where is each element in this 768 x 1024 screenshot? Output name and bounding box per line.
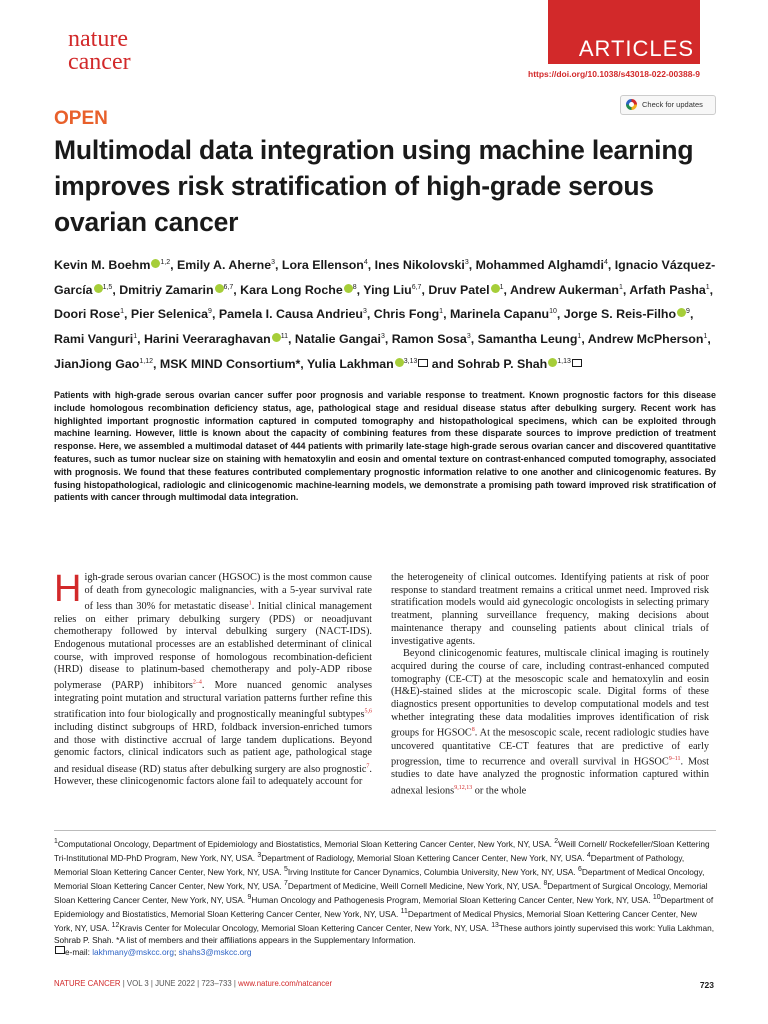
page-number: 723: [699, 980, 714, 990]
footer-url[interactable]: www.nature.com/natcancer: [238, 979, 333, 988]
divider: [54, 830, 716, 831]
logo-line-2: cancer: [68, 49, 131, 75]
orcid-icon[interactable]: [491, 284, 500, 293]
open-access-label: OPEN: [54, 108, 108, 129]
body-column-left: [54, 568, 372, 789]
drop-cap: H: [54, 568, 82, 610]
logo-line-1: nature: [68, 26, 128, 52]
orcid-icon[interactable]: [94, 284, 103, 293]
envelope-icon[interactable]: [572, 359, 582, 367]
envelope-icon: [55, 946, 65, 954]
footer-journal: NATURE CANCER: [54, 979, 121, 988]
body-column-right: [391, 572, 709, 798]
orcid-icon[interactable]: [395, 358, 404, 367]
body-paragraph: the heterogeneity of clinical outcomes. Identifying patients at risk of poor response to standard treatment remains a critical unmet need. Improved risk stratification models would aid gynecologic oncologists in selecting primary treatment, planning surveillance frequency, making decisions about maintenance therapy and counseling patients about clinical trials of investigative agents.: [391, 572, 709, 647]
section-tab: [548, 0, 700, 64]
abstract: Patients with high-grade serous ovarian cancer suffer poor prognosis and variable response to treatment. Known prognostic factors for this disease include homologous recombination deficiency status, age, pathological stage and residual disease status after debulking surgery. Recent work has highlighted important prognostic information captured in computed tomography and histopathological specimens, which can be exploited through machine learning. However, little is known about the capacity of combining features from these disparate sources to improve prediction of treatment response. Here, we assembled a multimodal dataset of 444 patients with primarily late-stage high-grade serous ovarian cancer and discovered quantitative features, such as tumor nuclear size on staining with hematoxylin and eosin and omental texture on contrast-enhanced computed tomography, associated with prognosis. We found that these features contributed complementary prognostic information relative to one another and clinicogenomic features. By fusing histopathological, radiologic and clinicogenomic machine-learning models, we demonstrate a promising path toward improved risk stratification of patients with cancer through multimodal data integration.: [54, 390, 716, 503]
orcid-icon[interactable]: [344, 284, 353, 293]
crossmark-icon: [626, 99, 637, 110]
check-updates-button[interactable]: [620, 95, 716, 115]
orcid-icon[interactable]: [272, 333, 281, 342]
email-link[interactable]: shahs3@mskcc.org: [178, 946, 252, 957]
footer-details: | VOL 3 | JUNE 2022 | 723–733 |: [120, 979, 239, 988]
body-paragraph: Beyond clinicogenomic features, multiscale clinical imaging is routinely acquired during the course of care, including contrast-enhanced computed tomography (CE-CT) at the mesoscopic scale and hematoxylin and eosin (H&E)-stained slides at the microscopic scale. Digital forms of these diagnostics present opportunities to develop computational models and test whether integrating these data modalities improves identification of risk groups for HGSOC$^8$. At the mesoscopic scale, recent radiologic studies have uncovered quantitative CE-CT features that are predictive of early progression, time to recurrence and overall survival in HGSOC$^{9-11}$. Most studies to date have analyzed the prognostic information captured within adnexal lesions$^{9,12,13}$ or the whole: [391, 648, 710, 797]
journal-logo[interactable]: [68, 28, 131, 74]
email-link[interactable]: lakhmany@mskcc.org: [92, 946, 174, 957]
article-title: Multimodal data integration using machine learning improves risk stratification of high-grade serous ovarian cancer: [54, 135, 694, 237]
orcid-icon[interactable]: [215, 284, 224, 293]
envelope-icon[interactable]: [418, 359, 428, 367]
check-updates-label: Check for updates: [642, 100, 703, 109]
doi-link[interactable]: https://doi.org/10.1038/s43018-022-00388-9: [528, 69, 700, 79]
orcid-icon[interactable]: [548, 358, 557, 367]
affiliations: $^1$Computational Oncology, Department of Epidemiology and Biostatistics, Memorial Sloan Kettering Cancer Center, New York, NY, USA. $^2$Weill Cornell/ Rockefeller/Sloan Kettering Tri-Institutional MD-PhD Program, New York, NY, USA. $^3$Department of Radiology, Memorial Sloan Kettering Cancer Center, New York, NY, USA. $^4$Department of Pathology, Memorial Sloan Kettering Cancer Center, New York, NY, USA. $^5$Irving Institute for Cancer Dynamics, Columbia University, New York, NY, USA. $^6$Department of Medical Oncology, Memorial Sloan Kettering Cancer Center, New York, NY, USA. $^7$Department of Medicine, Weill Cornell Medicine, New York, NY, USA. $^8$Department of Surgical Oncology, Memorial Sloan Kettering Cancer Center, New York, NY, USA. $^9$Human Oncology and Pathogenesis Program, Memorial Sloan Kettering Cancer Center, New York, NY, USA. $^{10}$Department of Epidemiology and Biostatistics, Memorial Sloan Kettering Cancer Center, New York, NY, USA. $^{11}$Department of Medical Physics, Memorial Sloan Kettering Cancer Center, New York, NY, USA. $^{12}$Kravis Center for Molecular Oncology, Memorial Sloan Kettering Cancer Center, New York, NY, USA. $^{13}$These authors jointly supervised this work: Yulia Lakhman, Sohrab P. Shah. *A list of members and their affiliations appears in the Supplementary Information. e-mail: lakhmany@mskcc.org; shahs3@mskcc.org: [54, 838, 715, 957]
body-text-left: igh-grade serous ovarian cancer (HGSOC) is the most common cause of death from gynecologic malignancies, with a 5-year survival rate of less than 30% for metastatic disease$^1$. Initial clinical management relies on either primary debulking surgery (PDS) or neoadjuvant chemotherapy followed by interval debulking surgery (NACT-IDS). Endogenous mutational processes are an established determinant of clinical course, with improved response of homologous recombination-deficient (HRD) disease to platinum-based chemotherapy and poly-ADP ribose polymerase (PARP) inhibitors$^{2-4}$. More nuanced genomic analyses integrating point mutation and structural variation patterns further refine this stratification into four biologically and prognostically meaningful subtypes$^{5,6}$ including distinct subgroups of HRD, foldback inversion-enriched tumors and those with distinctive accrual of large tandem duplications. Beyond genomic factors, clinical indicators such as patient age, pathological stage and residual disease (RD) status after debulking surgery are also prognostic$^7$. However, these clinicogenomic factors alone fail to adequately account for: [54, 572, 372, 788]
page-footer: [54, 979, 332, 988]
orcid-icon[interactable]: [677, 308, 686, 317]
author-list: Kevin M. Boehm $^{1,2}$, Emily A. Aherne$^3$, Lora Ellenson$^4$, Ines Nikolovski$^3$, Mohammed Alghamdi$^4$, Ignacio Vázquez-García $^{1,5}$, Dmitriy Zamarin $^{6,7}$, Kara Long Roche $^8$, Ying Liu$^{6,7}$, Druv Patel $^1$, Andrew Aukerman$^1$, Arfath Pasha$^1$, Doori Rose$^1$, Pier Selenica$^9$, Pamela I. Causa Andrieu$^3$, Chris Fong$^1$, Marinela Capanu$^{10}$, Jorge S. Reis-Filho $^9$, Rami Vanguri$^1$, Harini Veeraraghavan $^{11}$, Natalie Gangai$^3$, Ramon Sosa$^3$, Samantha Leung$^1$, Andrew McPherson$^1$, JianJiong Gao$^{1,12}$, MSK MIND Consortium*, Yulia Lakhman $^{3,13}$ and Sohrab P. Shah $^{1,13}$: [54, 258, 716, 371]
section-label: ARTICLES: [578, 36, 694, 61]
